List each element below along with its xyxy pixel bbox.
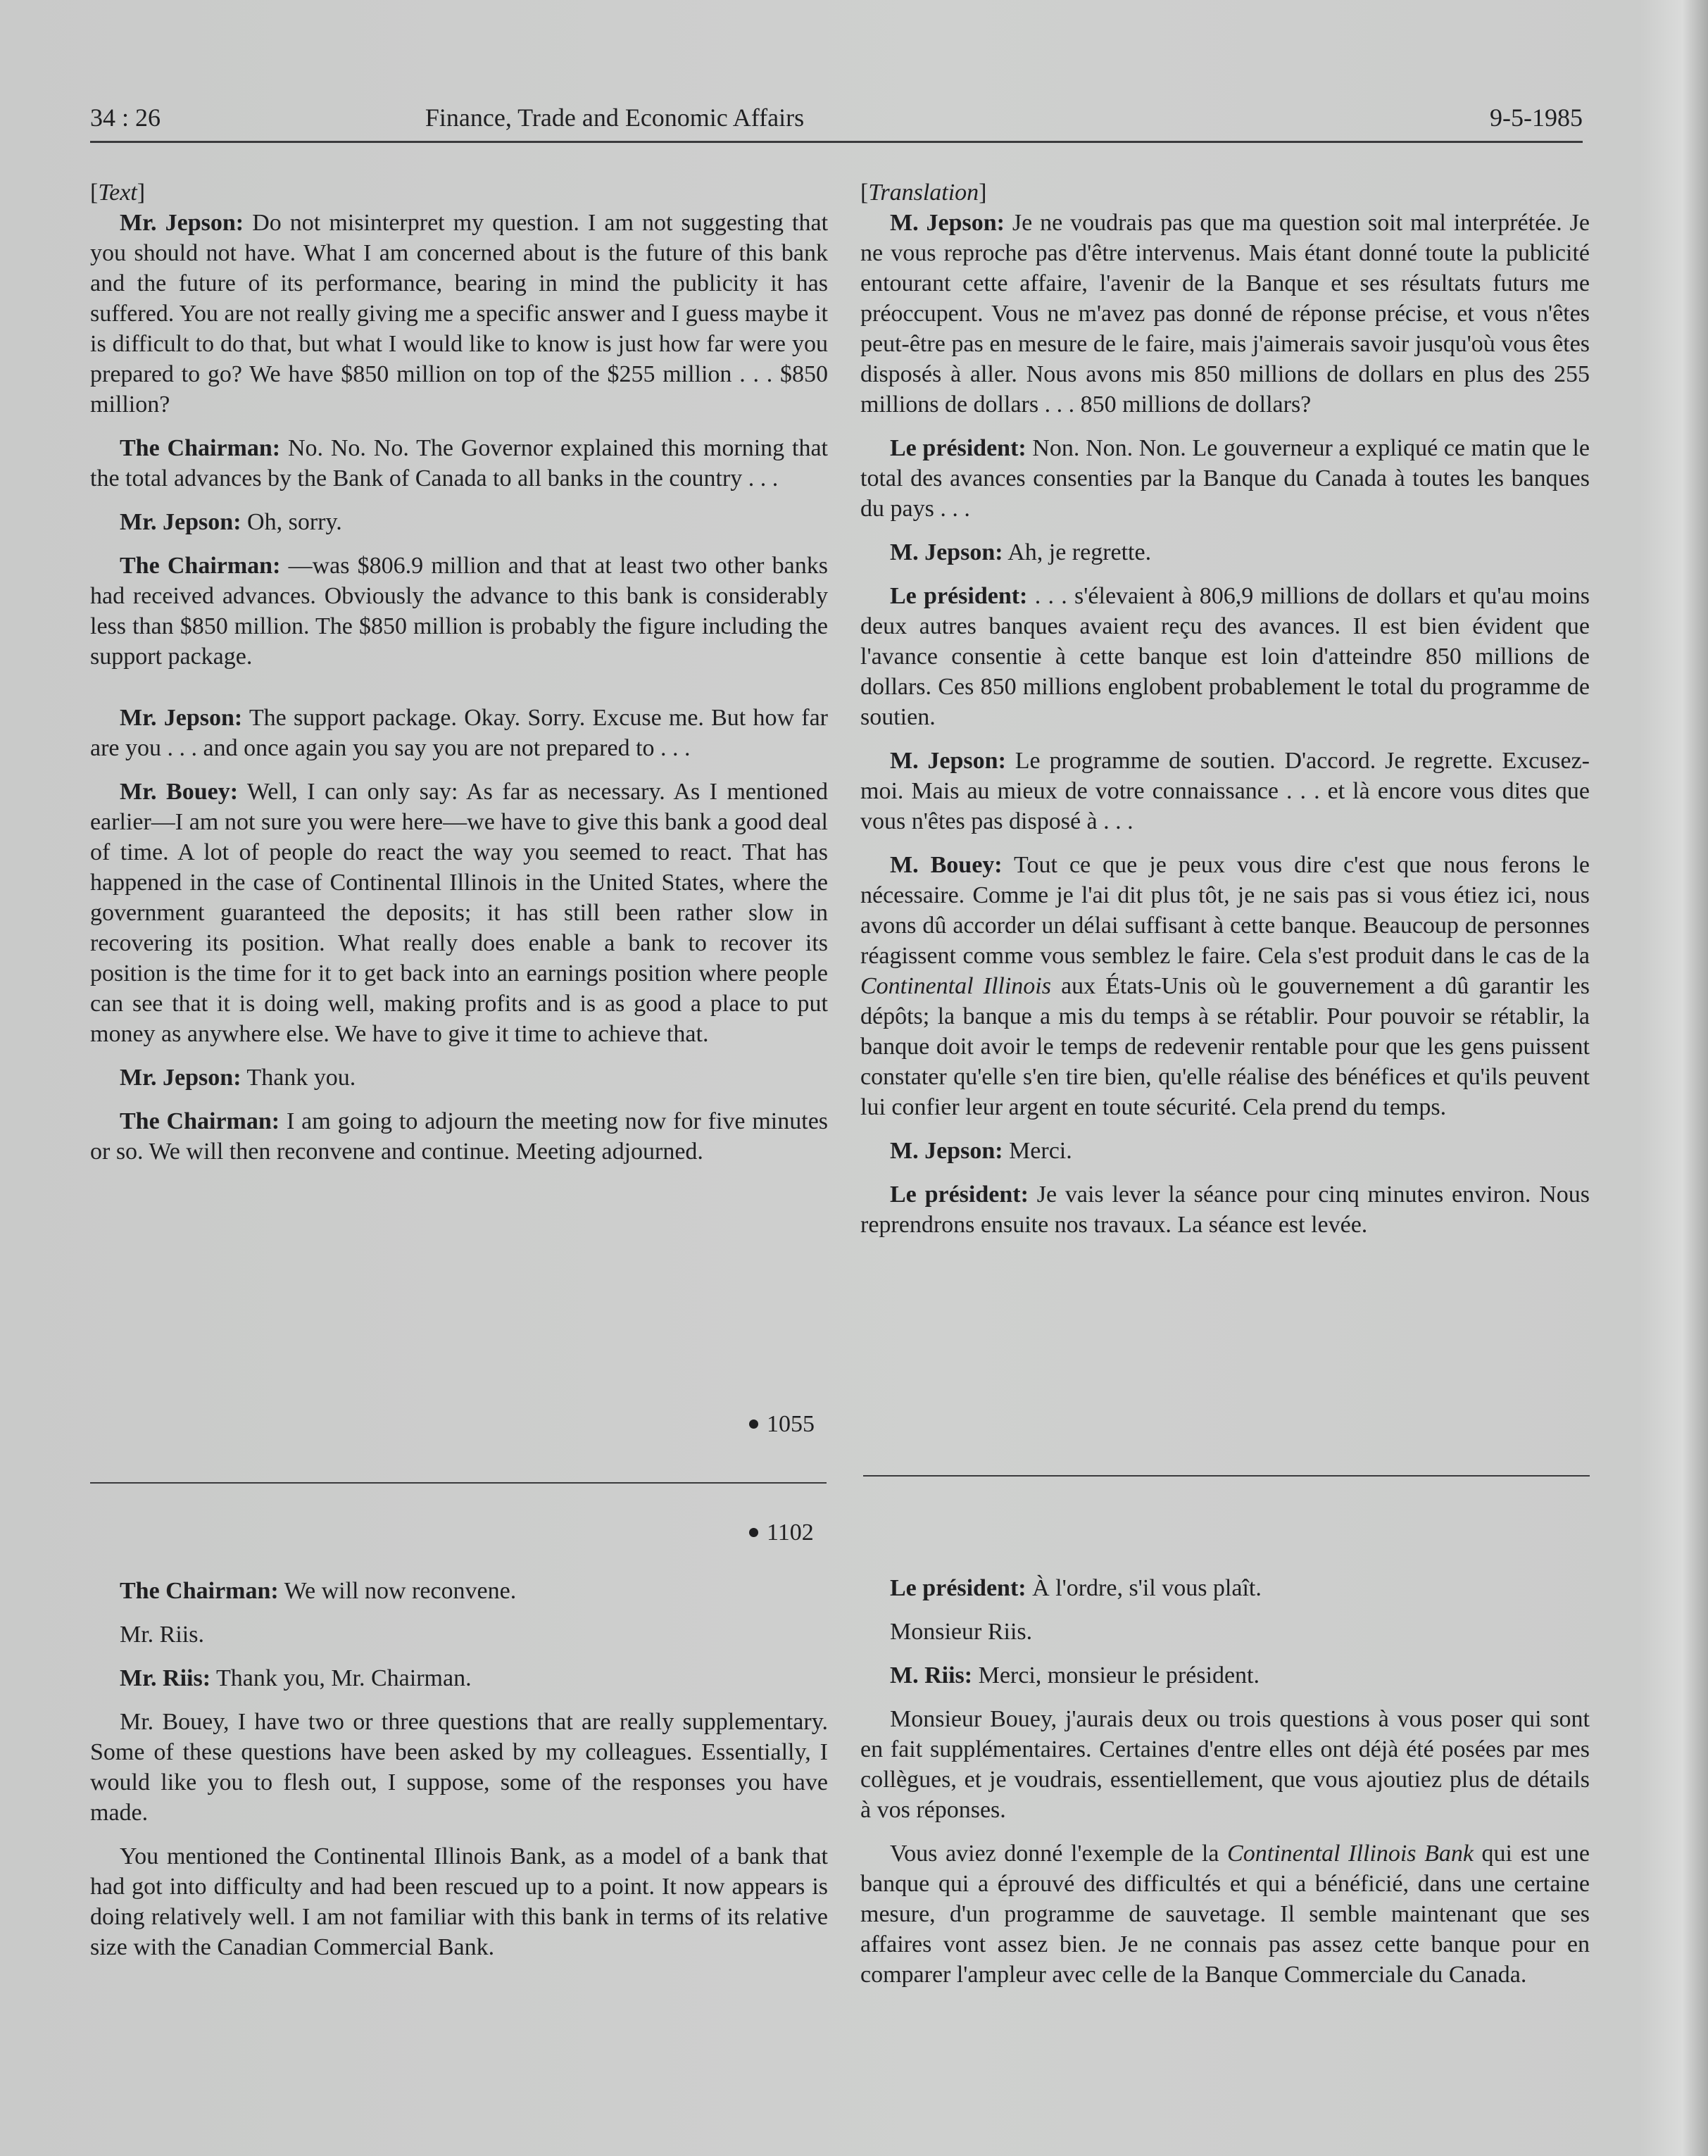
speaker: M. Jepson: — [890, 1138, 1003, 1164]
speaker: Mr. Jepson: — [120, 705, 243, 731]
speaker: Mr. Jepson: — [120, 210, 244, 236]
paragraph: The Chairman: I am going to adjourn the meeting now for five minutes or so. We will then reconvene and continue. Meeting adjourned. — [90, 1108, 829, 1165]
paragraph: The Chairman: We will now reconvene. — [120, 1578, 517, 1604]
paragraph: Le président: . . . s'élevaient à 806,9 millions de dollars et qu'au moins deux autres banques avaient reçu des avances. Il est bien évident que l'avance consentie à cette banque est loin d'atteindre 850 millions de dollars. Ces 850 millions englobent probablement le total du programme de soutien. — [860, 583, 1590, 730]
section-divider — [863, 1475, 1590, 1477]
page-number: 34 : 26 — [90, 104, 161, 132]
french-column-bottom — [860, 1573, 1590, 2003]
speaker: Mr. Bouey: — [120, 779, 239, 805]
speaker: The Chairman: — [120, 435, 281, 461]
paragraph: M. Jepson: Le programme de soutien. D'accord. Je regrette. Excusez-moi. Mais au mieux de votre connaissance . . . et là encore vous dites que vous n'êtes pas disposé à . . . — [860, 748, 1590, 834]
speaker: Mr. Jepson: — [120, 1065, 241, 1091]
paragraph: Mr. Bouey, I have two or three questions that are really supplementary. Some of these questions have been asked by my colleagues. Essentially, I would like you to flesh out, I suppose, some of the responses you have made. — [90, 1709, 828, 1826]
paragraph: Le président: Non. Non. Non. Le gouverneur a expliqué ce matin que le total des avances consenties par la Banque du Canada à toutes les banques du pays . . . — [860, 435, 1590, 522]
speaker: M. Bouey: — [890, 852, 1003, 878]
time-marker: 1102 — [749, 1519, 814, 1546]
paragraph: M. Jepson: Merci. — [890, 1138, 1072, 1164]
paragraph: The Chairman: —was $806.9 million and that at least two other banks had received advances. Obviously the advance to this bank is considerably less than $850 million. The $850 million is probably the figure including the support package. — [90, 553, 828, 670]
speaker: Mr. Jepson: — [120, 509, 241, 535]
paragraph: Monsieur Bouey, j'aurais deux ou trois questions à vous poser qui sont en fait supplémentaires. Certaines d'entre elles ont déjà été posées par mes collègues, et je voudrais, essentiellement, que vous ajoutiez plus de détails à vos réponses. — [860, 1706, 1590, 1823]
paragraph: M. Riis: Merci, monsieur le président. — [890, 1662, 1260, 1688]
speaker: Mr. Riis: — [120, 1665, 211, 1691]
paragraph: Monsieur Riis. — [890, 1619, 1033, 1645]
speaker: Le président: — [890, 1182, 1029, 1208]
speaker: The Chairman: — [120, 553, 281, 579]
paragraph: Le président: Je vais lever la séance pour cinq minutes environ. Nous reprendrons ensuite nos travaux. La séance est levée. — [860, 1182, 1590, 1238]
paragraph: The Chairman: No. No. No. The Governor explained this morning that the total advances by the Bank of Canada to all banks in the country . . . — [90, 435, 828, 491]
speaker: Le président: — [890, 583, 1028, 609]
translation-label: [Translation] — [860, 180, 987, 206]
paragraph: Mr. Jepson: Oh, sorry. — [120, 509, 342, 535]
speaker: Le président: — [890, 435, 1026, 461]
french-column-top — [860, 177, 1590, 1253]
paragraph: M. Bouey: Tout ce que je peux vous dire c'est que nous ferons le nécessaire. Comme je l'ai dit plus tôt, je ne sais pas si vous étiez ici, nous avons dû accorder un délai suffisant à cette banque. Beaucoup de personnes réagissent comme vous semblez le faire. Cela s'est produit dans le cas de la Continental Illinois aux États-Unis où le gouvernement a dû garantir les dépôts; la banque a mis du temps à se rétablir. Pour pouvoir se rétablir, la banque doit avoir le temps de redevenir rentable pour que les gens puissent constater qu'elle s'en tire bien, qu'elle réalise des bénéfices et qu'ils peuvent lui confier leur argent en toute sécurité. Cela prend du temps. — [860, 852, 1590, 1120]
english-column-top — [90, 177, 828, 1180]
speaker: M. Riis: — [890, 1662, 973, 1688]
speaker: The Chairman: — [120, 1578, 279, 1604]
paragraph: Mr. Jepson: Do not misinterpret my question. I am not suggesting that you should not have. What I am concerned about is the future of this bank and the future of its performance, bearing in mind the publicity it has suffered. You are not really giving me a specific answer and I guess maybe it is difficult to do that, but what I would like to know is just how far were you prepared to go? We have $850 million on top of the $255 million . . . $850 million? — [90, 210, 829, 418]
speaker: The Chairman: — [120, 1108, 280, 1134]
speaker: M. Jepson: — [890, 539, 1003, 565]
paragraph: Mr. Bouey: Well, I can only say: As far as necessary. As I mentioned earlier—I am not sure you were here—we have to give this bank a good deal of time. A lot of people do react the way you seemed to react. That has happened in the case of Continental Illinois in the United States, where the government guaranteed the deposits; it has still been rather slow in recovering its position. What really does enable a bank to recover its position is the time for it to get back into an earnings position where people can see that it is doing well, making profits and is as good a place to put money as anywhere else. We have to give it time to achieve that. — [90, 779, 828, 1047]
paragraph: You mentioned the Continental Illinois Bank, as a model of a bank that had got into difficulty and had been rescued up to a point. It now appears is doing relatively well. I am not familiar with this bank in terms of its relative size with the Canadian Commercial Bank. — [90, 1843, 828, 1960]
paragraph: Mr. Jepson: Thank you. — [120, 1065, 356, 1091]
paragraph: Le président: À l'ordre, s'il vous plaît. — [890, 1575, 1262, 1601]
section-divider — [90, 1482, 827, 1484]
paragraph: M. Jepson: Ah, je regrette. — [890, 539, 1152, 565]
paragraph: M. Jepson: Je ne voudrais pas que ma question soit mal interprétée. Je ne vous reproche pas d'être intervenus. Mais étant donné toute la publicité entourant cette affaire, l'avenir de la Banque et ses résultats futurs me préoccupent. Vous ne m'avez pas donné de réponse précise, et vous n'êtes peut-être pas en mesure de le faire, mais j'aimerais savoir jusqu'où vous êtes disposés à aller. Nous avons mis 850 millions de dollars en plus des 255 millions de dollars . . . 850 millions de dollars? — [860, 210, 1590, 418]
bullet-icon — [749, 1419, 758, 1429]
paragraph: Vous aviez donné l'exemple de la Continental Illinois Bank qui est une banque qui a éprouvé des difficultés et qui a bénéficié, dans une certaine mesure, d'un programme de sauvetage. Il semble maintenant que ses affaires vont assez bien. Je ne connais pas assez cette banque pour en comparer l'ampleur avec celle de la Banque Commerciale du Canada. — [860, 1841, 1590, 1988]
time-marker: 1055 — [749, 1411, 815, 1438]
text-label: [Text] — [90, 180, 146, 206]
paragraph: Mr. Riis. — [120, 1622, 204, 1648]
speaker: Le président: — [890, 1575, 1026, 1601]
english-column-bottom — [90, 1576, 828, 1976]
header-rule — [90, 141, 1583, 143]
running-header — [90, 103, 1583, 142]
speaker: M. Jepson: — [890, 210, 1005, 236]
bullet-icon — [749, 1528, 758, 1537]
header-title: Finance, Trade and Economic Affairs — [425, 104, 805, 132]
speaker: M. Jepson: — [890, 748, 1006, 774]
paragraph: Mr. Jepson: The support package. Okay. Sorry. Excuse me. But how far are you . . . and once again you say you are not prepared to . . . — [90, 705, 828, 761]
paragraph: Mr. Riis: Thank you, Mr. Chairman. — [120, 1665, 472, 1691]
header-date: 9-5-1985 — [1490, 104, 1583, 132]
